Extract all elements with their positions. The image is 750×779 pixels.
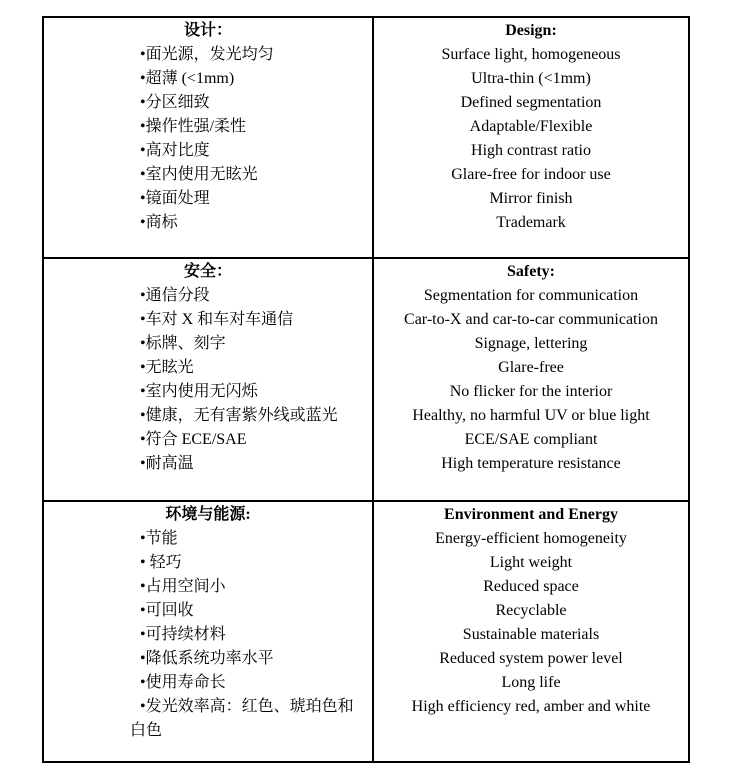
list-item: Car-to-X and car-to-car communication [404,311,658,328]
list-item: Glare-free for indoor use [451,166,611,183]
list-item: •面光源，发光均匀 [140,46,274,63]
list-item: •可持续材料 [140,626,226,643]
list-item: Reduced system power level [439,650,623,667]
list-item: Glare-free [498,359,564,376]
section-header-safety-zh: 安全： [183,263,232,280]
list-item: •标牌、刻字 [140,335,226,352]
list-item: Trademark [496,214,566,231]
list-item: ECE/SAE compliant [464,431,598,448]
spec-table [42,16,690,763]
cell-design-zh [44,18,374,257]
list-item: •发光效率高：红色、琥珀色和白色 [130,698,354,739]
section-header-environment-en: Environment and Energy [444,506,618,523]
bullet-list-environment-zh [44,527,372,743]
bullet-list-safety-zh [44,284,372,476]
list-item: •镜面处理 [140,190,210,207]
list-item: •超薄 (<1mm) [140,70,235,87]
section-header-design-en: Design: [505,22,557,39]
list-item: •商标 [140,214,178,231]
list-item: Signage, lettering [474,335,588,352]
list-design-en [374,43,688,235]
list-item: Surface light, homogeneous [441,46,621,63]
list-item: Defined segmentation [460,94,602,111]
cell-environment-en [374,502,688,761]
cell-design-en [374,18,688,257]
list-item: •使用寿命长 [140,674,226,691]
list-item: Adaptable/Flexible [469,118,593,135]
section-header-safety-en: Safety: [507,263,555,280]
list-item: Reduced space [483,578,579,595]
list-item: •高对比度 [140,142,210,159]
cell-safety-en [374,259,688,500]
list-item: •室内使用无眩光 [140,166,258,183]
list-item: High temperature resistance [441,455,621,472]
table-row-design [44,18,688,259]
list-item: High efficiency red, amber and white [411,698,651,715]
section-header-design-zh: 设计： [183,22,232,39]
list-item: High contrast ratio [471,142,591,159]
list-item: Ultra-thin (<1mm) [471,70,591,87]
list-item: Long life [501,674,561,691]
list-item: Healthy, no harmful UV or blue light [412,407,650,424]
list-item: Segmentation for communication [423,287,639,304]
list-item: Mirror finish [489,190,573,207]
list-item: Energy-efficient homogeneity [435,530,627,547]
list-item: No flicker for the interior [449,383,613,400]
list-item: • 轻巧 [140,554,182,571]
cell-environment-zh [44,502,374,761]
list-item: •操作性强/柔性 [140,118,247,135]
list-safety-en [374,284,688,476]
bullet-list-design-zh [44,43,372,235]
list-item: •符合 ECE/SAE [140,431,247,448]
cell-safety-zh [44,259,374,500]
list-item: Light weight [489,554,573,571]
list-item: •耐高温 [140,455,194,472]
list-item: •健康，无有害紫外线或蓝光 [140,407,338,424]
list-item: •节能 [140,530,178,547]
list-item: •通信分段 [140,287,210,304]
list-item: •降低系统功率水平 [140,650,274,667]
section-header-environment-zh: 环境与能源: [165,506,251,523]
table-row-safety [44,259,688,502]
list-item: •分区细致 [140,94,210,111]
list-item: •占用空间小 [140,578,226,595]
list-item: •可回收 [140,602,194,619]
table-row-environment [44,502,688,761]
list-item: •无眩光 [140,359,194,376]
list-item: •室内使用无闪烁 [140,383,258,400]
list-item: •车对 X 和车对车通信 [140,311,294,328]
list-environment-en [374,527,688,719]
list-item: Sustainable materials [462,626,600,643]
list-item: Recyclable [495,602,567,619]
